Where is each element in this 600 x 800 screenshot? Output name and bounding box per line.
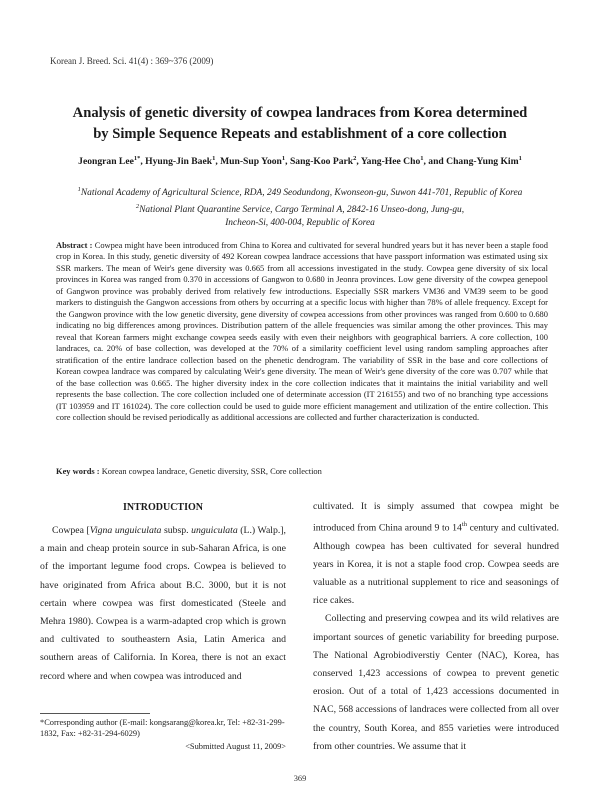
abstract bbox=[56, 240, 548, 424]
page-number: 369 bbox=[293, 774, 307, 783]
keywords bbox=[56, 466, 548, 476]
author-affiliation-marker: 1* bbox=[133, 155, 141, 162]
keywords-label: Key words : bbox=[56, 466, 100, 476]
author-name: Chang-Yung Kim bbox=[446, 156, 519, 168]
affiliation-1: $^1$National Academy of Agricultural Science, RDA, 249 Seodundong, Kwonseon-gu, Suwon 441-701, Republic of Korea bbox=[77, 186, 523, 199]
abstract-label: Abstract : bbox=[56, 240, 93, 250]
author-name: Hyung-Jin Baek bbox=[145, 156, 213, 168]
author-affiliation-marker: 1 bbox=[420, 155, 424, 162]
title-line-2: by Simple Sequence Repeats and establishment of a core collection bbox=[93, 126, 507, 142]
author-name: Yang-Hee Cho bbox=[360, 156, 421, 168]
author-affiliation-marker: 1 bbox=[518, 155, 522, 162]
author-affiliation-marker: 1 bbox=[281, 155, 286, 162]
author-name: Jeongran Lee bbox=[78, 156, 134, 168]
right-column bbox=[313, 498, 559, 756]
intro-paragraph-1-cont: cultivated. It is simply assumed that cowpea might be introduced from China around 9 to 14th century and cultivated. Although cowpea has been cultivated for several hundred years in Korea, it is not a staple food crop. Cowpea seeds are valuable as a nutritional supplement to rice and seasonings of rice cakes. bbox=[313, 501, 559, 607]
author-name: Mun-Sup Yoon bbox=[220, 156, 282, 168]
affiliations bbox=[40, 183, 560, 230]
left-column bbox=[40, 522, 286, 686]
corresponding-author-footnote: *Corresponding author (E-mail: kongsarang@korea.kr, Tel: +82-31-299-1832, Fax: +82-31-294-6029) bbox=[40, 718, 285, 738]
paper-title bbox=[40, 103, 560, 145]
abstract-text: Cowpea might have been introduced from China to Korea and cultivated for several hundred years but it has never been a staple food crop in Korea. In this study, genetic diversity of 492 Korean cowpea landrace accessions that have passport information was estimated using six SSR markers. The mean of Weir's gene diversity was 0.665 from all accessions investigated in the study. Cowpea gene diversity of six local provinces in Korea was ranged from 0.370 in accessions of Gangwon to 0.680 in Jeonra provinces. Low gene diversity of the cowpea genepool of Gangwon province was probably derived from relatively few introductions. Especially SSR markers VM36 and VM39 seem to be good markers to distinguish the Gangwon accessions from others by occurring at a specific locus with higher than 78% of allele frequency. Except for the Gangwon province with the low genetic diversity, gene diversity of cowpea accessions from other provinces was ranged from 0.600 to 0.680 indicating no big differences among provinces. Distribution pattern of the allele frequencies was similar among the other provinces. This may reveal that Korean farmers might exchange cowpea seeds easily with even their neighbors with geographical barriers. A core collection, 100 landraces, ca. 20% of base collection, was developed at the 70% of a similarity coefficient level using random sampling approaches after stratification of the entire landrace collection based on the phenetic dendrogram. The variability of SSR in the base and core collections of Korean cowpea landrace was compared by calculating Weir's gene diversity. The mean of Weir's gene diversity of the core was 0.707 while that of the base collection was 0.665. The higher diversity index in the core collection indicates that it maintains the initial variability and well represents the base collection. The core collection included one of determinate accession (IT 216155) and two of no branching type accessions (IT 103959 and IT 161024). The core collection could be used to guide more efficient management and utilization of the entire collection. This core collection should be revised periodically as additional accessions are collected and further characterization is conducted. bbox=[56, 240, 548, 423]
footnote-divider bbox=[40, 713, 150, 714]
author-affiliation-marker: 2 bbox=[353, 155, 357, 162]
affiliation-2-cont: Incheon-Si, 400-004, Republic of Korea bbox=[225, 218, 375, 229]
intro-paragraph-1: Cowpea [Vigna unguiculata subsp. unguiculata (L.) Walp.], a main and cheap protein source in sub-Saharan Africa, is one of the important legume food crops. Cowpea is believed to have originated from Africa about B.C. 3000, but it is not certain where cowpea was first domesticated (Steele and Mehra 1980). Cowpea is a warm-adapted crop which is grown and cultivated to southeastern Asia, Latin America and southern areas of California. In Korea, there is not an exact record where and when cowpea was introduced and bbox=[40, 525, 286, 682]
intro-paragraph-2: Collecting and preserving cowpea and its wild relatives are important sources of genetic variability for breeding purpose. The National Agrobiodiverstiy Center (NAC), Korea, has conserved 1,423 accessions of cowpea to prevent genetic erosion. Out of a total of 1,423 accessions documented in NAC, 568 accessions of landraces were collected from all over the country, South Korea, and 855 varieties were introduced from other countries. We assume that it bbox=[313, 613, 559, 752]
journal-citation: Korean J. Breed. Sci. 41(4) : 369~376 (2009) bbox=[50, 56, 214, 66]
author-affiliation-marker: 1 bbox=[212, 155, 216, 162]
title-line-1: Analysis of genetic diversity of cowpea landraces from Korea determined bbox=[72, 105, 528, 121]
section-heading-introduction: INTRODUCTION bbox=[122, 502, 203, 513]
keywords-text: Korean cowpea landrace, Genetic diversity, SSR, Core collection bbox=[101, 466, 322, 476]
submission-date: <Submitted August 11, 2009> bbox=[185, 742, 286, 751]
author-list: Jeongran Lee$^{1*}$, Hyung-Jin Baek$^1$, Mun-Sup Yoon$^1$, Sang-Koo Park$^2$, Yang-Hee Cho$^1$, and Chang-Yung Kim$^1$ bbox=[78, 155, 522, 168]
affiliation-2: $^2$National Plant Quarantine Service, Cargo Terminal A, 2842-16 Unseo-dong, Jung-gu, bbox=[135, 203, 465, 216]
author-name: Sang-Koo Park bbox=[289, 156, 354, 168]
